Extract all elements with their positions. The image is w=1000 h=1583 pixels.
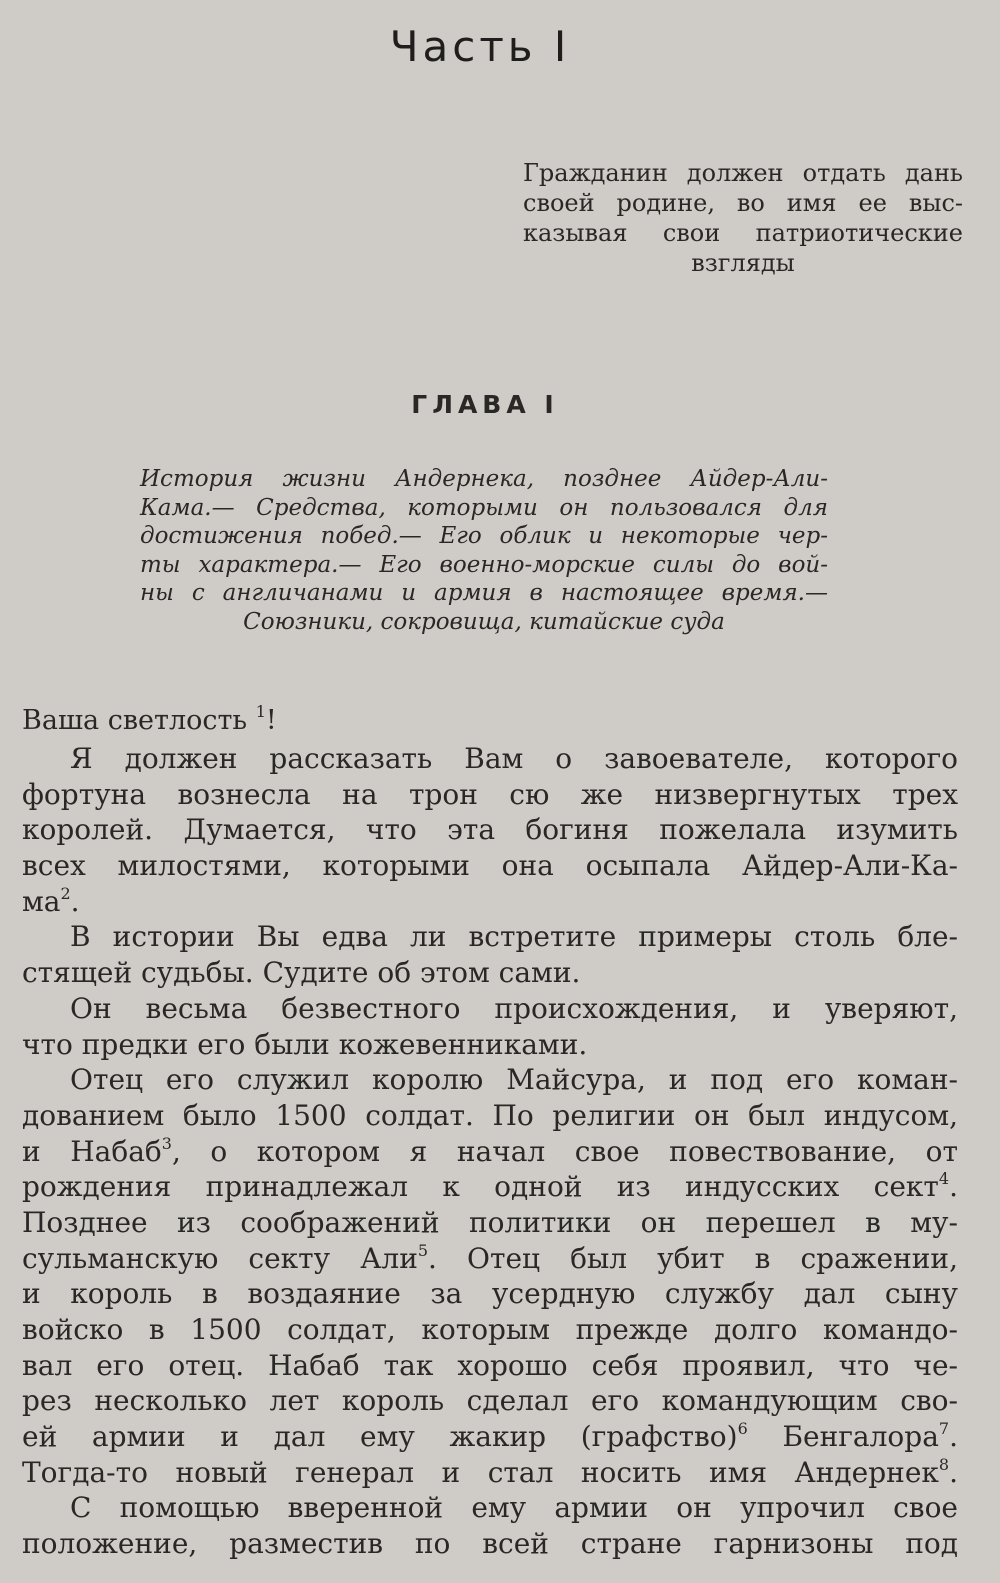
summary-line: достижения побед.— Его облик и некоторые чер- bbox=[140, 523, 828, 550]
body-line bbox=[22, 919, 958, 955]
body-text-fragment: рождения принадлежал к одной из индусских сект bbox=[22, 1170, 939, 1204]
salutation bbox=[22, 703, 277, 739]
body-line bbox=[22, 1205, 958, 1241]
footnote-ref: 3 bbox=[161, 1133, 172, 1153]
footnote-ref: 5 bbox=[417, 1240, 429, 1260]
body-line bbox=[22, 1526, 958, 1562]
body-text-fragment: . bbox=[70, 884, 80, 918]
body-text-fragment: дованием было 1500 солдат. По религии он был индусом, bbox=[22, 1098, 958, 1132]
body-text-fragment: . Отец был убит в сражении, bbox=[428, 1241, 958, 1275]
summary-line: Союзники, сокровища, китайские суда bbox=[243, 608, 725, 635]
summary-line: ты характера.— Его военно-морские силы до вой- bbox=[140, 551, 828, 578]
body-text-fragment: . bbox=[949, 1420, 958, 1454]
body-text-fragment: Позднее из соображений политики он перешел в му- bbox=[22, 1205, 958, 1239]
body-line bbox=[22, 1169, 958, 1205]
body-line bbox=[22, 1348, 958, 1384]
summary-line: ны с англичанами и армия в настоящее время.— bbox=[140, 580, 828, 607]
body-text-fragment: рез несколько лет король сделал его командующим сво- bbox=[22, 1384, 958, 1418]
body-line bbox=[22, 741, 958, 777]
salutation-end: ! bbox=[265, 705, 277, 736]
body-line bbox=[22, 1276, 958, 1312]
summary-line: Кама.— Средства, которыми он пользовался для bbox=[140, 494, 828, 521]
body-text-fragment: Отец его служил королю Майсура, и под его коман- bbox=[70, 1063, 958, 1097]
body-line bbox=[22, 991, 958, 1027]
body-text-fragment: Я должен рассказать Вам о завоевателе, которого bbox=[70, 742, 958, 775]
body-line bbox=[22, 1383, 958, 1419]
body-text-fragment: сульманскую секту Али bbox=[22, 1241, 418, 1275]
epigraph-line: своей родине, во имя ее выс- bbox=[523, 189, 963, 217]
part-title: Часть I bbox=[389, 22, 571, 71]
salutation-text: Ваша светлость bbox=[22, 705, 256, 736]
body-text-fragment: положение, разместив по всей стране гарнизоны под bbox=[22, 1527, 958, 1561]
body-line bbox=[22, 1455, 958, 1491]
body-line bbox=[22, 777, 958, 813]
body-line bbox=[22, 1098, 958, 1134]
body-text-fragment: королей. Думается, что эта богиня пожелала изумить bbox=[22, 813, 958, 847]
summary-line: История жизни Андернека, позднее Айдер-Али- bbox=[140, 466, 828, 492]
chapter-summary bbox=[140, 465, 828, 637]
body-text bbox=[22, 741, 958, 1562]
body-line bbox=[22, 1062, 958, 1098]
body-text-fragment: Он весьма безвестного происхождения, и уверяют, bbox=[70, 991, 958, 1025]
footnote-ref: 1 bbox=[255, 702, 266, 721]
body-text-fragment: стящей судьбы. Судите об этом сами. bbox=[22, 956, 581, 990]
body-line bbox=[22, 812, 958, 848]
body-text-fragment: С помощью вверенной ему армии он упрочил свое bbox=[70, 1491, 958, 1525]
body-text-fragment: В истории Вы едва ли встретите примеры столь бле- bbox=[70, 920, 958, 954]
body-text-fragment: ей армии и дал ему жакир (графство) bbox=[22, 1420, 738, 1454]
body-line bbox=[22, 1134, 958, 1170]
body-line bbox=[22, 1241, 958, 1277]
body-line bbox=[22, 955, 958, 991]
body-text-fragment: вал его отец. Набаб так хорошо себя проявил, что че- bbox=[22, 1348, 958, 1382]
epigraph-line: взгляды bbox=[691, 249, 795, 277]
footnote-ref: 6 bbox=[737, 1419, 748, 1439]
body-text-fragment: Тогда-то новый генерал и стал носить имя Андернек bbox=[22, 1455, 939, 1489]
body-text-fragment: что предки его были кожевенниками. bbox=[22, 1027, 588, 1061]
footnote-ref: 2 bbox=[60, 883, 71, 903]
body-text-fragment: ма bbox=[22, 884, 61, 918]
body-line bbox=[22, 884, 958, 920]
body-text-fragment: , о котором я начал свое повествование, от bbox=[171, 1134, 958, 1168]
epigraph bbox=[523, 158, 963, 278]
body-line bbox=[22, 1027, 958, 1063]
epigraph-line: казывая свои патриотические bbox=[523, 219, 963, 247]
body-text-fragment: и Набаб bbox=[22, 1134, 162, 1168]
body-text-fragment: войско в 1500 солдат, которым прежде долго командо- bbox=[22, 1313, 958, 1346]
body-line bbox=[22, 1419, 958, 1455]
body-line bbox=[22, 1312, 958, 1348]
body-text-fragment: . bbox=[949, 1455, 958, 1489]
footnote-ref: 8 bbox=[938, 1454, 950, 1474]
body-text-fragment: всех милостями, которыми она осыпала Айдер-Али-Ка- bbox=[22, 849, 958, 883]
body-text-fragment: . bbox=[949, 1170, 958, 1204]
body-line bbox=[22, 848, 958, 884]
body-text-fragment: и король в воздаяние за усердную службу дал сыну bbox=[22, 1277, 958, 1311]
epigraph-line: Гражданин должен отдать дань bbox=[523, 159, 963, 187]
footnote-ref: 7 bbox=[938, 1419, 950, 1439]
body-line bbox=[22, 1490, 958, 1526]
body-text-fragment: фортуна вознесла на трон сю же низвергнутых трех bbox=[22, 777, 958, 811]
footnote-ref: 4 bbox=[938, 1169, 950, 1189]
body-text-fragment: Бенгалора bbox=[747, 1420, 939, 1454]
chapter-title: ГЛАВА I bbox=[411, 390, 559, 419]
